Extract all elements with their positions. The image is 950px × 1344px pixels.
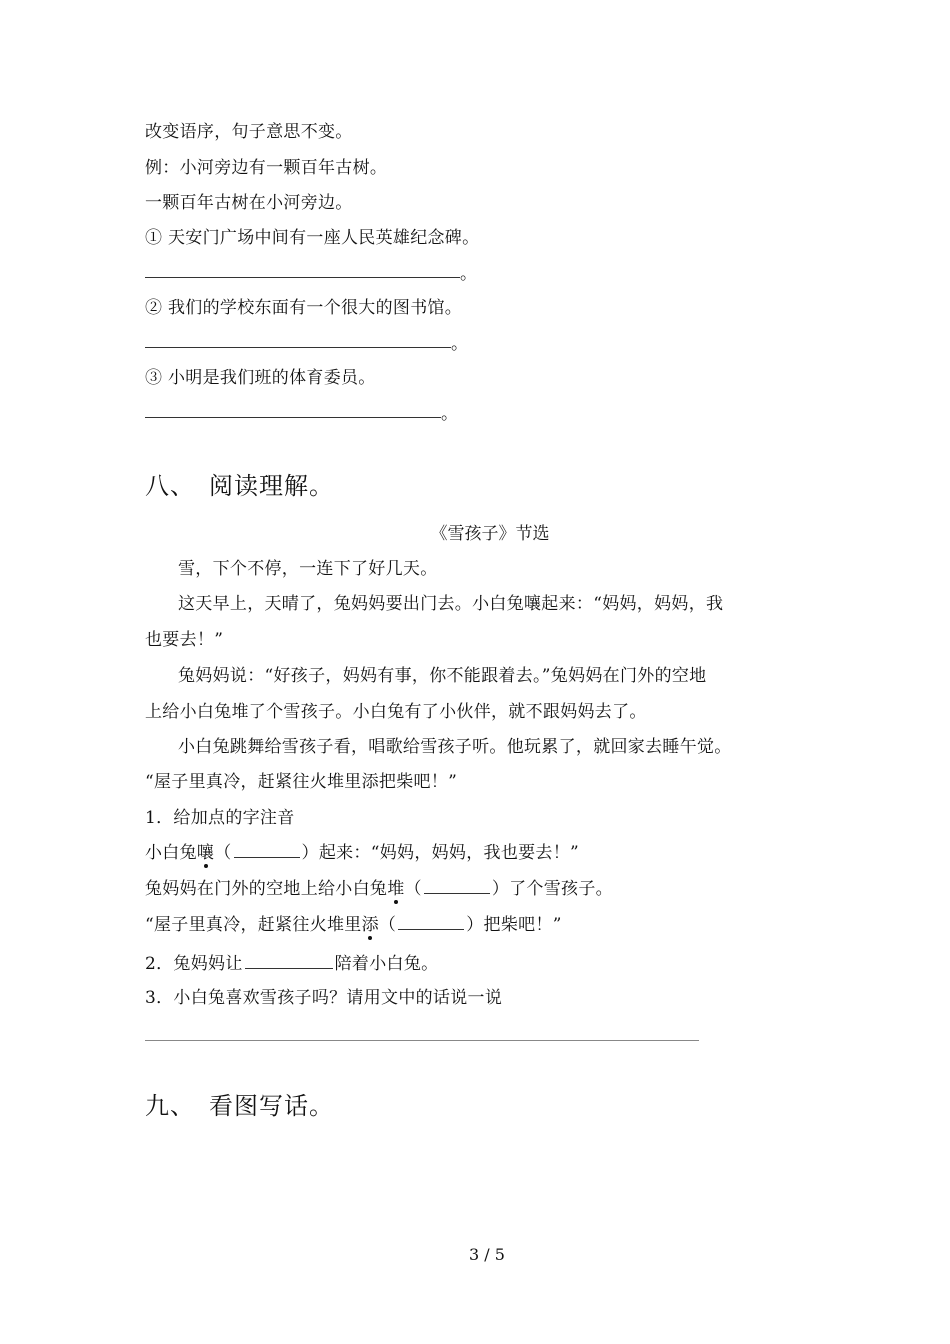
passage-paragraph-2b: 也要去！” [145, 630, 224, 650]
q1c-text-after: ）把柴吧！” [466, 915, 562, 935]
section-8-number: 八、 [145, 472, 195, 500]
q1c-text-before: “屋子里真冷，赶紧往火堆里 [145, 915, 362, 935]
page-number: 3 / 5 [469, 1245, 505, 1264]
q1c-dotted-char: 添 [361, 915, 379, 935]
q1b-pinyin-blank[interactable] [424, 877, 490, 894]
answer-end-2: 。 [451, 334, 468, 354]
question-1b [145, 877, 613, 901]
passage-paragraph-1: 雪，下个不停，一连下了好几天。 [178, 559, 438, 579]
question-3: 3．小白兔喜欢雪孩子吗？请用文中的话说一说 [145, 988, 503, 1008]
reorder-item-3: ③ 小明是我们班的体育委员。 [145, 368, 376, 388]
answer-line-2[interactable] [145, 347, 451, 348]
section-9-number: 九、 [145, 1092, 195, 1120]
section-9-title: 看图写话。 [209, 1092, 334, 1120]
q1a-text-after: ）起来：“妈妈，妈妈，我也要去！” [301, 843, 580, 863]
passage-title: 《雪孩子》节选 [430, 524, 550, 544]
section-8-title: 阅读理解。 [209, 472, 334, 500]
passage-paragraph-4a: 小白兔跳舞给雪孩子看，唱歌给雪孩子听。他玩累了，就回家去睡午觉。 [178, 737, 732, 757]
q1a-paren: （ [214, 843, 232, 863]
q1a-dotted-char: 嚷 [196, 843, 215, 863]
q1b-paren: （ [404, 879, 422, 899]
passage-paragraph-4b: “屋子里真冷，赶紧往火堆里添把柴吧！” [145, 772, 458, 792]
reorder-instruction: 改变语序，句子意思不变。 [145, 122, 353, 142]
reorder-item-2: ② 我们的学校东面有一个很大的图书馆。 [145, 298, 463, 318]
q2-answer-blank[interactable] [245, 952, 333, 969]
answer-line-1[interactable] [145, 277, 460, 278]
passage-paragraph-3a: 兔妈妈说：“好孩子，妈妈有事，你不能跟着去。”兔妈妈在门外的空地 [178, 666, 707, 686]
question-2 [145, 952, 438, 976]
section-9-heading [145, 1090, 334, 1122]
reorder-item-1: ① 天安门广场中间有一座人民英雄纪念碑。 [145, 228, 480, 248]
q1b-text-after: ）了个雪孩子。 [491, 879, 613, 899]
q2-text-before: 2．兔妈妈让 [145, 954, 243, 974]
section-8-heading [145, 470, 334, 502]
question-1: 1．给加点的字注音 [145, 808, 295, 828]
answer-end-1: 。 [460, 264, 477, 284]
answer-end-3: 。 [441, 404, 458, 424]
example-answer: 一颗百年古树在小河旁边。 [145, 193, 353, 213]
question-1a [145, 841, 579, 865]
question-1c [145, 913, 562, 937]
question-3-answer-line[interactable] [145, 1040, 699, 1041]
q1a-pinyin-blank[interactable] [234, 841, 300, 858]
q1b-text-before: 兔妈妈在门外的空地上给小白兔 [145, 879, 388, 899]
q1c-pinyin-blank[interactable] [398, 913, 464, 930]
q1a-text-before: 小白兔 [145, 843, 197, 863]
example-question: 例：小河旁边有一颗百年古树。 [145, 158, 388, 178]
q1b-dotted-char: 堆 [387, 879, 405, 899]
q1c-paren: （ [378, 915, 397, 935]
passage-paragraph-2a: 这天早上，天晴了，兔妈妈要出门去。小白兔嚷起来：“妈妈，妈妈，我 [178, 594, 724, 614]
passage-paragraph-3b: 上给小白兔堆了个雪孩子。小白兔有了小伙伴，就不跟妈妈去了。 [145, 702, 647, 722]
answer-line-3[interactable] [145, 417, 441, 418]
q2-text-after: 陪着小白兔。 [334, 954, 439, 974]
